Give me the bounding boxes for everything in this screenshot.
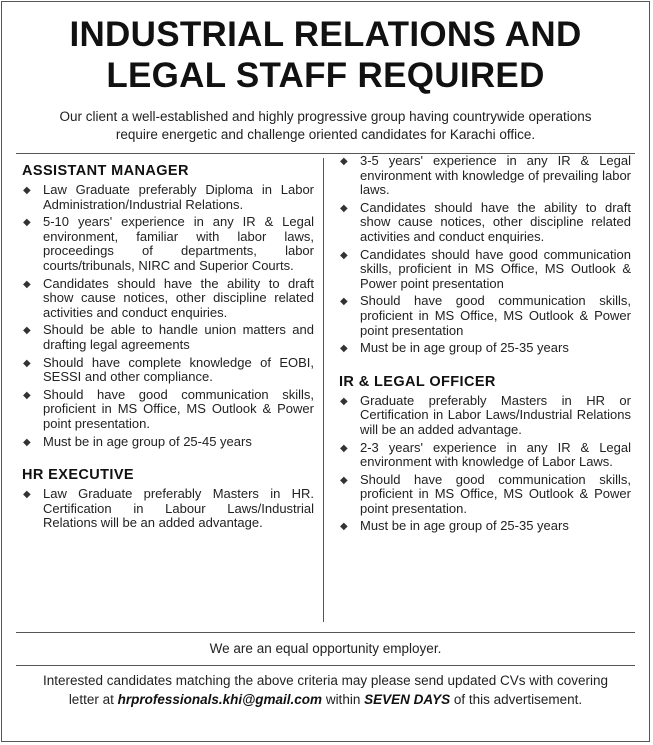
list-item-text: Must be in age group of 25-35 years <box>360 518 569 534</box>
list-item <box>339 248 631 292</box>
list-item <box>339 394 631 438</box>
middle-divider <box>16 632 635 633</box>
diamond-bullet-icon: ◆ <box>23 278 31 290</box>
diamond-bullet-icon: ◆ <box>340 156 348 167</box>
list-item-text: Should be able to handle union matters and drafting legal agreements <box>43 322 314 352</box>
footer-text-before: letter at <box>68 692 118 707</box>
diamond-bullet-icon: ◆ <box>340 474 348 486</box>
diamond-bullet-icon: ◆ <box>340 395 348 407</box>
list-item-text: Law Graduate preferably Diploma in Labor Administration/Industrial Relations. <box>43 182 314 212</box>
diamond-bullet-icon: ◆ <box>340 442 348 454</box>
list-item <box>339 441 631 470</box>
list-item <box>339 294 631 338</box>
list-item-text: Must be in age group of 25-35 years <box>360 340 569 356</box>
list-item-text: Candidates should have the ability to draft show cause notices, other discipline related activities and conduct enquiries. <box>43 275 314 320</box>
list-item-text: Should have good communication skills, proficient in MS Office, MS Outlook & Power point presentation <box>360 293 631 338</box>
diamond-bullet-icon: ◆ <box>340 249 348 261</box>
job-advertisement <box>1 1 650 742</box>
diamond-bullet-icon: ◆ <box>340 343 348 355</box>
list-item-text: Should have complete knowledge of EOBI, SESSI and other compliance. <box>43 354 314 385</box>
ir-legal-officer-heading: IR & LEGAL OFFICER <box>339 373 496 390</box>
list-item-text: 5-10 years' experience in any IR & Legal environment, familiar with labor laws, proceedings of departments, labor courts/tribunals, NIRC and Superior Courts. <box>43 214 314 273</box>
title-line-2: LEGAL STAFF REQUIRED <box>106 56 545 95</box>
diamond-bullet-icon: ◆ <box>340 296 348 308</box>
list-item-text: Should have good communication skills, proficient in MS Office, MS Outlook & Power point presentation. <box>360 471 631 516</box>
diamond-bullet-icon: ◆ <box>23 325 31 337</box>
contact-email-link[interactable]: hrprofessionals.khi@gmail.com <box>117 692 323 707</box>
list-item <box>339 519 631 534</box>
intro-line-1: Our client a well-established and highly progressive group having countrywide operations <box>59 109 592 124</box>
deadline-text: SEVEN DAYS <box>364 692 451 707</box>
list-item <box>22 277 314 321</box>
footer-line-2 <box>10 690 641 709</box>
diamond-bullet-icon: ◆ <box>23 185 31 196</box>
intro-text <box>26 108 625 144</box>
hr-executive-list <box>22 487 314 531</box>
assistant-manager-heading: ASSISTANT MANAGER <box>22 163 189 179</box>
list-item <box>339 154 631 198</box>
diamond-bullet-icon: ◆ <box>340 521 348 533</box>
hr-executive-heading: HR EXECUTIVE <box>22 467 134 484</box>
diamond-bullet-icon: ◆ <box>23 357 31 369</box>
list-item-text: 3-5 years' experience in any IR & Legal environment with knowledge of prevailing labor laws. <box>360 153 631 198</box>
list-item-text: Graduate preferably Masters in HR or Certification in Labor Laws/Industrial Relations will be an added advantage. <box>360 392 631 437</box>
list-item <box>22 323 314 352</box>
assistant-manager-list <box>22 183 314 449</box>
right-column <box>339 154 631 537</box>
footer-line-1: Interested candidates matching the above criteria may please send updated CVs with covering <box>42 673 609 688</box>
diamond-bullet-icon: ◆ <box>23 436 31 448</box>
list-item <box>339 341 631 356</box>
list-item-text: 2-3 years' experience in any IR & Legal environment with knowledge of Labor Laws. <box>360 439 631 470</box>
footer-text-middle: within <box>322 692 365 707</box>
list-item-text: Candidates should have good communication skills, proficient in MS Office, MS Outlook & Power point presentation <box>360 246 631 291</box>
list-item <box>22 388 314 432</box>
list-item-text: Should have good communication skills, proficient in MS Office, MS Outlook & Power point presentation. <box>43 386 314 431</box>
application-instructions <box>10 671 641 709</box>
list-item <box>22 487 314 531</box>
diamond-bullet-icon: ◆ <box>340 202 348 214</box>
equal-opportunity-statement: We are an equal opportunity employer. <box>209 641 442 656</box>
list-item <box>22 435 314 450</box>
intro-line-2: require energetic and challenge oriented candidates for Karachi office. <box>115 127 536 142</box>
diamond-bullet-icon: ◆ <box>23 489 31 501</box>
list-item <box>339 473 631 517</box>
positions-columns <box>2 154 649 632</box>
left-column <box>22 154 314 534</box>
list-item-text: Law Graduate preferably Masters in HR. Certification in Labour Laws/Industrial Relations will be an added advantage. <box>43 486 314 531</box>
list-item-text: Candidates should have the ability to draft show cause notices, other discipline related activities and conduct enquiries. <box>360 199 631 244</box>
bottom-divider <box>16 665 635 666</box>
column-divider <box>323 158 324 622</box>
hr-executive-continued-list <box>339 154 631 356</box>
list-item <box>22 183 314 212</box>
list-item <box>22 215 314 273</box>
list-item-text: Must be in age group of 25-45 years <box>43 433 252 449</box>
footer-text-after: of this advertisement. <box>450 692 583 707</box>
ir-legal-officer-list <box>339 394 631 534</box>
list-item <box>339 201 631 245</box>
diamond-bullet-icon: ◆ <box>23 217 31 229</box>
title-line-1: INDUSTRIAL RELATIONS AND <box>69 15 582 54</box>
ad-title <box>2 14 649 96</box>
diamond-bullet-icon: ◆ <box>23 389 31 401</box>
list-item <box>22 356 314 385</box>
